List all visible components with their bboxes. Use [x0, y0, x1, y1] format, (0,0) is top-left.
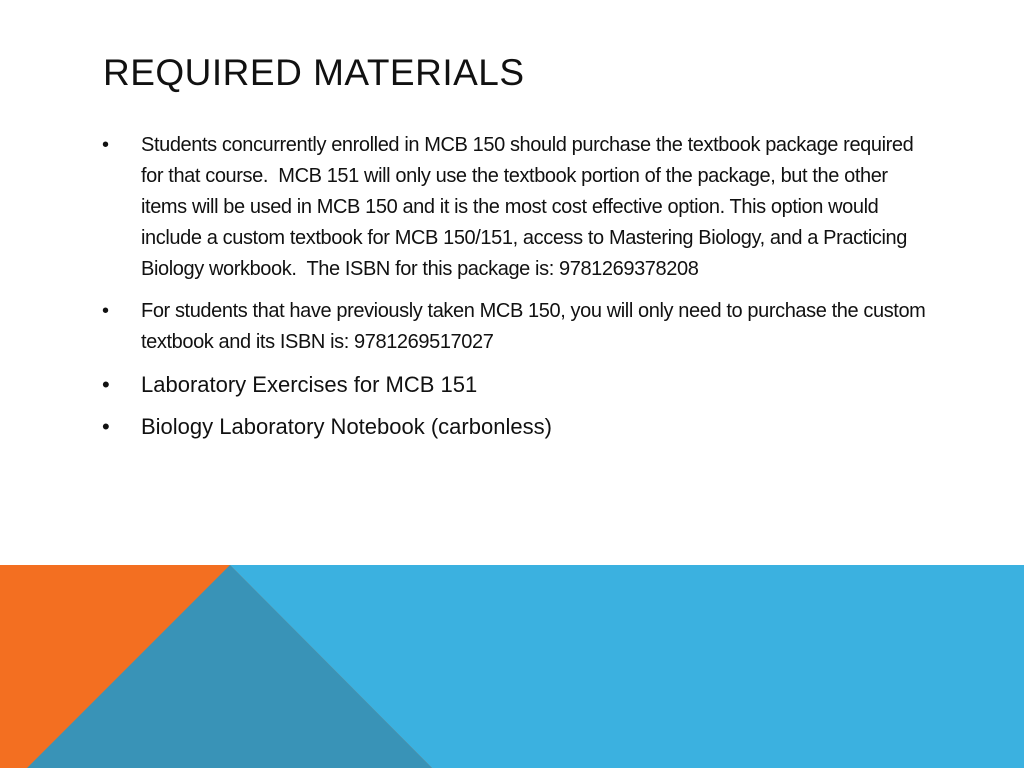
bullet-item-lab-exercises [102, 369, 932, 400]
slide-title: REQUIRED MATERIALS [103, 52, 525, 93]
bullet-marker: • [102, 414, 110, 439]
bullet-text: For students that have previously taken MCB 150, you will only need to purchase the custom textbook and its ISBN is: 9781269517027 [141, 300, 931, 353]
decorative-footer-band [0, 565, 1024, 768]
bullet-item-custom-textbook [102, 296, 932, 358]
bullet-marker: • [102, 300, 110, 322]
bullet-text: Students concurrently enrolled in MCB 150 should purchase the textbook package required for that course. MCB 151 will only use the textbook portion of the package, but the other items will be used in MCB 150 and it is the most cost effective option. This option would include a custom textbook for MCB 150/151, access to Mastering Biology, and a Practicing Biology workbook. The ISBN for this package is: 9781269378208 [141, 134, 919, 280]
bullet-list [102, 130, 932, 442]
bullet-text: Laboratory Exercises for MCB 151 [141, 372, 478, 397]
bullet-item-lab-notebook [102, 411, 932, 442]
bullet-text: Biology Laboratory Notebook (carbonless) [141, 414, 552, 439]
bullet-marker: • [102, 134, 110, 156]
bullet-item-package [102, 130, 932, 285]
bullet-marker: • [102, 372, 110, 397]
